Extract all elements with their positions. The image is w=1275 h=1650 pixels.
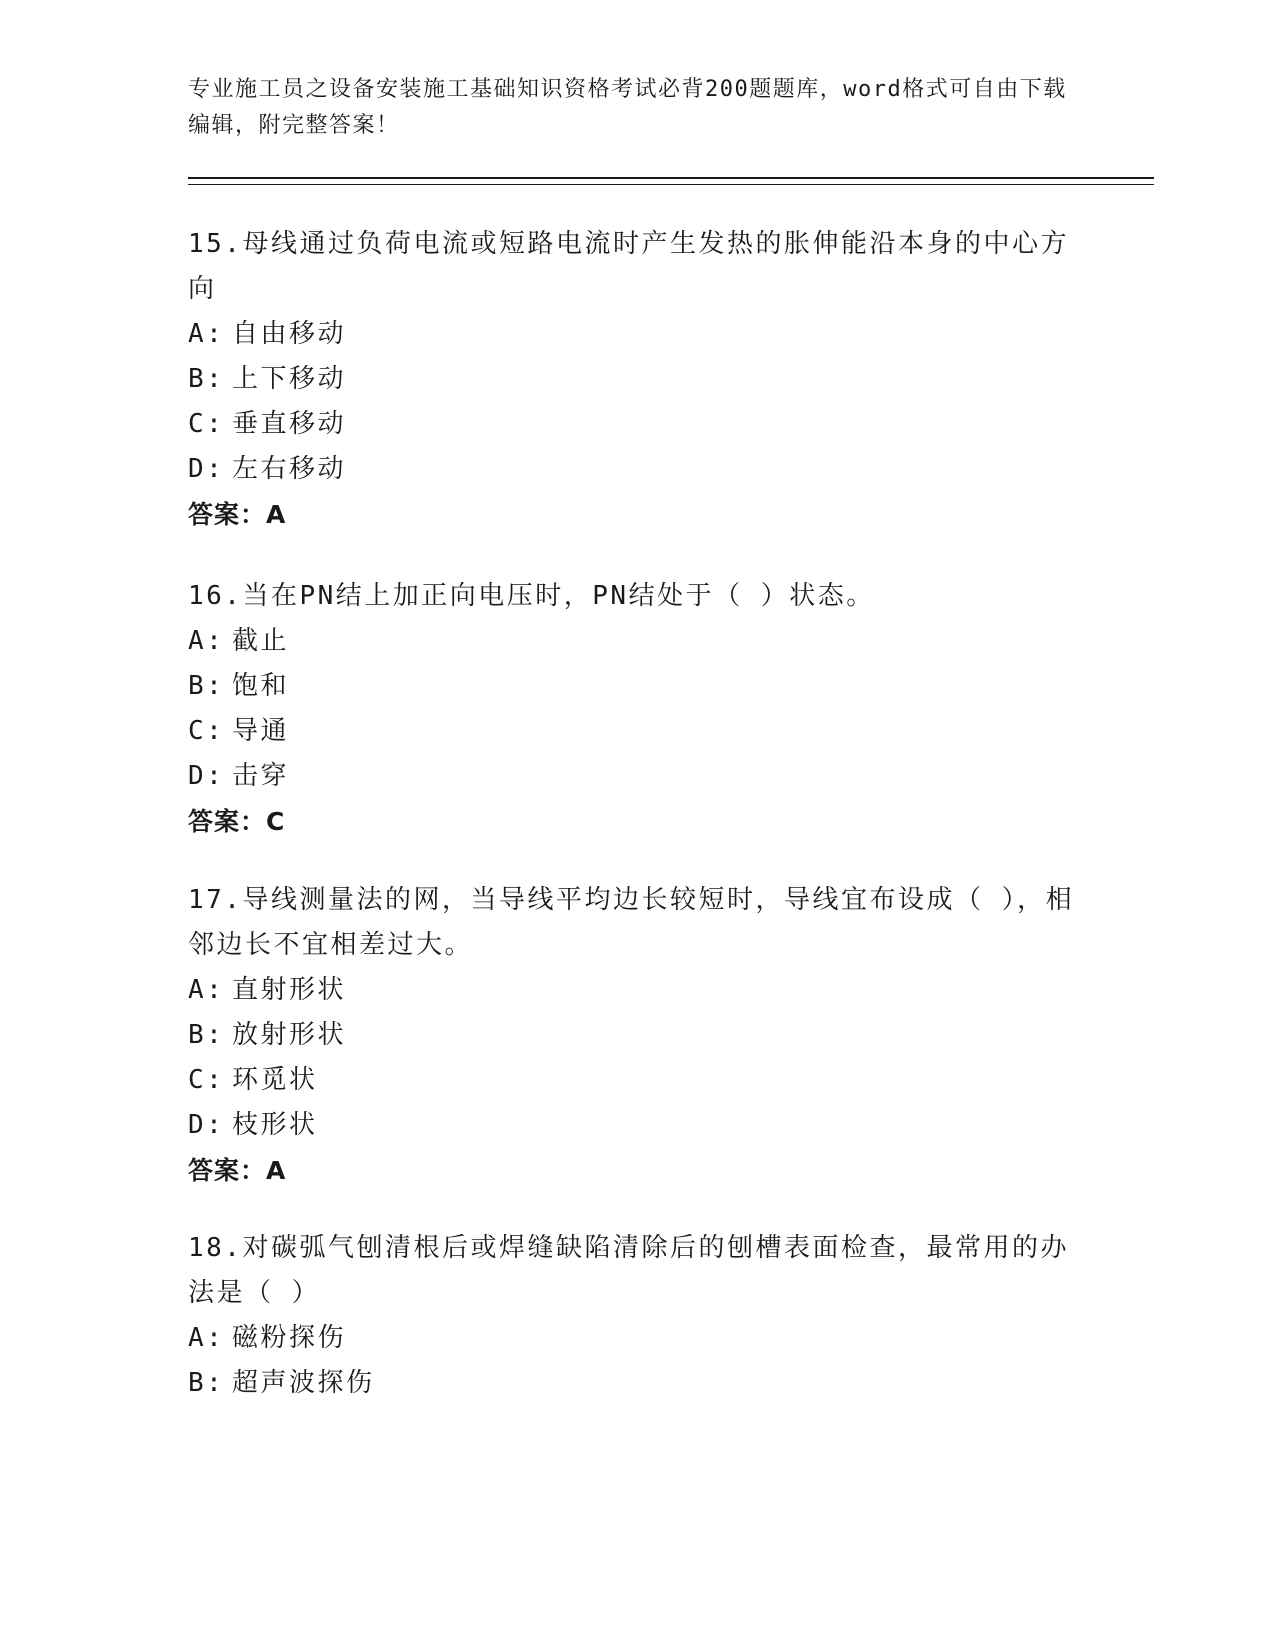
option-text: 饱和	[232, 671, 290, 701]
question-stem: 导线测量法的网，当导线平均边长较短时，导线宜布设成（ ），相邻边长不宜相差过大。	[188, 885, 1075, 960]
question-16	[188, 574, 1088, 844]
option-letter: D:	[188, 761, 225, 791]
answer-line: 答案：C	[188, 807, 286, 836]
option-letter: A:	[188, 975, 225, 1005]
option-text: 击穿	[232, 761, 290, 791]
question-stem: 母线通过负荷电流或短路电流时产生发热的胀伸能沿本身的中心方向	[188, 229, 1069, 304]
option-text: 直射形状	[232, 975, 347, 1005]
option-a	[188, 312, 1088, 357]
option-text: 左右移动	[232, 454, 347, 484]
option-letter: A:	[188, 1323, 225, 1353]
question-17	[188, 878, 1088, 1193]
answer-line: 答案：A	[188, 1156, 287, 1185]
option-c	[188, 1058, 1088, 1103]
answer-line: 答案：A	[188, 500, 287, 529]
document-header: 专业施工员之设备安装施工基础知识资格考试必背200题题库，word格式可自由下载编辑，附完整答案！	[188, 77, 1067, 138]
header-divider	[188, 177, 1154, 185]
option-b	[188, 1013, 1088, 1058]
option-letter: C:	[188, 716, 225, 746]
option-a	[188, 619, 1088, 664]
option-b	[188, 1361, 1088, 1406]
question-text	[188, 222, 1088, 312]
option-b	[188, 664, 1088, 709]
question-18	[188, 1226, 1088, 1406]
question-15	[188, 222, 1088, 537]
question-number: 16.	[188, 581, 243, 611]
option-text: 自由移动	[232, 319, 347, 349]
option-letter: B:	[188, 1368, 225, 1398]
question-stem: 当在PN结上加正向电压时，PN结处于（ ）状态。	[242, 581, 875, 611]
option-text: 截止	[232, 626, 290, 656]
option-c	[188, 402, 1088, 447]
option-letter: C:	[188, 1065, 225, 1095]
option-letter: C:	[188, 409, 225, 439]
option-c	[188, 709, 1088, 754]
option-a	[188, 968, 1088, 1013]
question-number: 18.	[188, 1233, 243, 1263]
question-stem: 对碳弧气刨清根后或焊缝缺陷清除后的刨槽表面检查，最常用的办法是（ ）	[188, 1233, 1069, 1308]
option-text: 超声波探伤	[232, 1368, 375, 1398]
question-number: 15.	[188, 229, 243, 259]
option-d	[188, 447, 1088, 492]
option-a	[188, 1316, 1088, 1361]
question-text	[188, 574, 1088, 619]
option-letter: B:	[188, 364, 225, 394]
option-text: 环觅状	[232, 1065, 318, 1095]
option-text: 放射形状	[232, 1020, 347, 1050]
question-text	[188, 1226, 1088, 1316]
option-letter: A:	[188, 319, 225, 349]
option-letter: A:	[188, 626, 225, 656]
option-text: 枝形状	[232, 1110, 318, 1140]
question-number: 17.	[188, 885, 243, 915]
option-letter: D:	[188, 454, 225, 484]
question-text	[188, 878, 1088, 968]
option-d	[188, 1103, 1088, 1148]
option-letter: B:	[188, 671, 225, 701]
option-text: 上下移动	[232, 364, 347, 394]
option-letter: B:	[188, 1020, 225, 1050]
option-text: 导通	[232, 716, 290, 746]
option-letter: D:	[188, 1110, 225, 1140]
option-b	[188, 357, 1088, 402]
option-text: 垂直移动	[232, 409, 347, 439]
option-d	[188, 754, 1088, 799]
option-text: 磁粉探伤	[232, 1323, 347, 1353]
